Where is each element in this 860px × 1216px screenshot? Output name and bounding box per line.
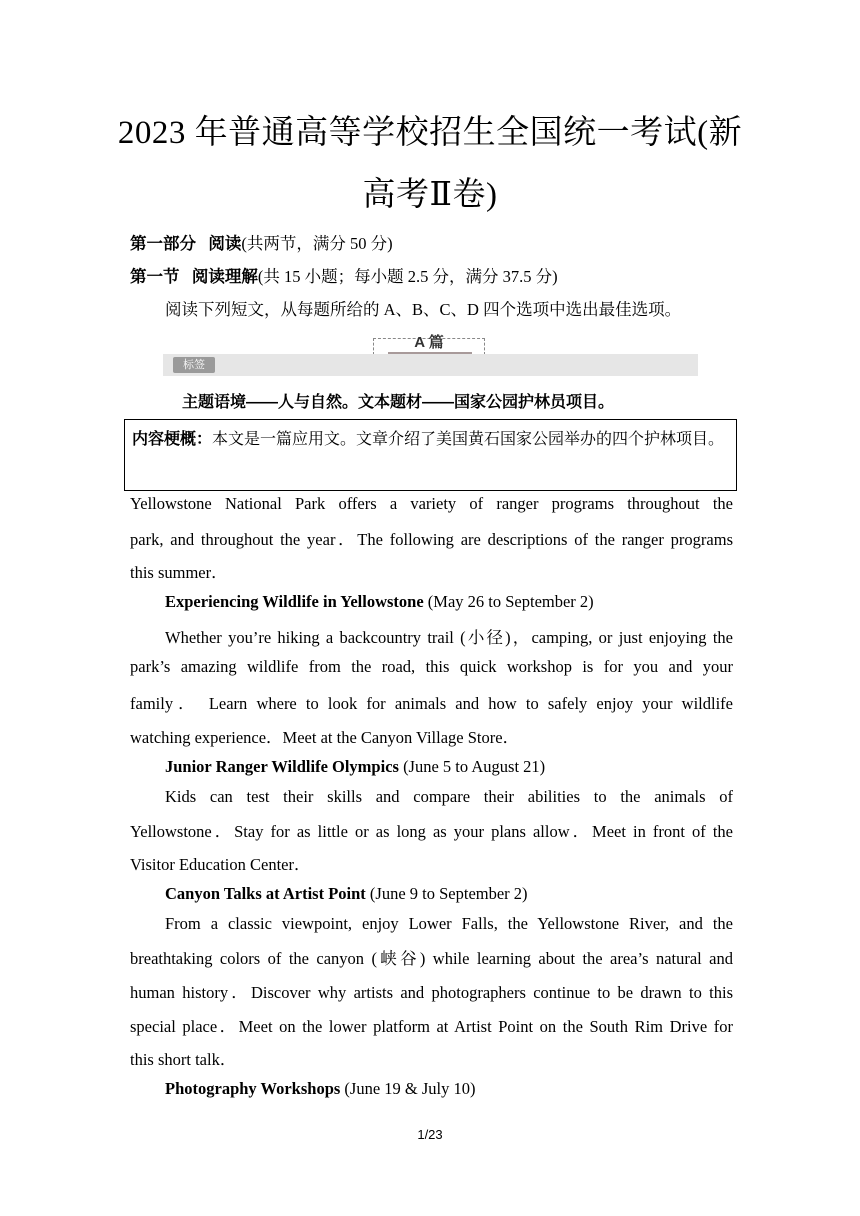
program-dates: (June 5 to August 21)	[398, 757, 546, 776]
program-dates: (June 19 & July 10)	[340, 1079, 476, 1098]
tag-bar	[163, 354, 698, 376]
program-dates: (May 26 to September 2)	[423, 592, 594, 611]
summary-label: 内容梗概：	[132, 431, 213, 448]
part-name: 阅读	[208, 235, 242, 253]
program-name: Photography Workshops	[165, 1079, 341, 1098]
program-line: From a classic viewpoint, enjoy Lower Falls, the Yellowstone River, and the	[165, 914, 733, 933]
program-line: watching experience．Meet at the Canyon Village Store．	[130, 728, 520, 747]
instruction-text: 阅读下列短文，从每题所给的 A、B、C、D 四个选项中选出最佳选项。	[165, 300, 682, 319]
program-heading	[165, 757, 768, 777]
program-heading	[165, 884, 768, 904]
intro-line: Yellowstone National Park offers a variety of ranger programs throughout the	[130, 494, 733, 513]
theme-text: 主题语境——人与自然。文本题材——国家公园护林员项目。	[182, 394, 615, 411]
page-number: 1/23	[417, 1127, 443, 1142]
page-title-line-1: 2023 年普通高等学校招生全国统一考试(新	[117, 115, 743, 151]
program-line: special place．Meet on the lower platform at Artist Point on the South Rim Drive for	[130, 1017, 733, 1036]
section-name: 阅读理解	[191, 268, 258, 286]
program-line: Visitor Education Center．	[130, 855, 311, 874]
page-title-line-2: 高考Ⅱ卷)	[362, 177, 498, 213]
program-line: this short talk．	[130, 1050, 237, 1069]
tag-label: 标签	[173, 357, 215, 373]
intro-line: this summer．	[130, 563, 228, 582]
program-line: family． Learn where to look for animals and how to safely enjoy your wildlife	[130, 694, 733, 713]
program-name: Junior Ranger Wildlife Olympics	[165, 757, 399, 776]
part-heading	[130, 230, 733, 254]
section-label: 第一节	[130, 268, 180, 286]
program-heading	[165, 1079, 768, 1099]
program-heading	[165, 592, 768, 612]
part-label: 第一部分	[130, 235, 196, 253]
program-name: Canyon Talks at Artist Point	[165, 884, 366, 903]
intro-line: park, and throughout the year．The following are descriptions of the ranger programs	[130, 530, 733, 549]
summary-box	[124, 419, 737, 491]
program-line: breathtaking colors of the canyon (峡谷) while learning about the area’s natural and	[130, 949, 733, 968]
program-dates: (June 9 to September 2)	[365, 884, 528, 903]
program-line: Kids can test their skills and compare their abilities to the animals of	[165, 787, 733, 806]
program-line: Yellowstone．Stay for as little or as long as your plans allow．Meet in front of the	[130, 822, 733, 841]
summary-body: 本文是一篇应用文。文章介绍了美国黄石国家公园举办的四个护林项目。	[212, 431, 725, 448]
section-heading	[130, 263, 733, 287]
summary-text	[132, 425, 730, 454]
program-line: human history．Discover why artists and photographers continue to be drawn to this	[130, 983, 733, 1002]
program-name: Experiencing Wildlife in Yellowstone	[165, 592, 424, 611]
program-line: park’s amazing wildlife from the road, this quick workshop is for you and your	[130, 657, 733, 676]
section-info: (共 15 小题；每小题 2.5 分，满分 37.5 分)	[257, 267, 558, 286]
part-info: (共两节，满分 50 分)	[241, 234, 393, 253]
passage-tab-label: A 篇	[414, 334, 444, 351]
program-line: Whether you’re hiking a backcountry trail (小径)，camping, or just enjoying the	[165, 628, 733, 647]
passage-tab	[373, 334, 485, 355]
